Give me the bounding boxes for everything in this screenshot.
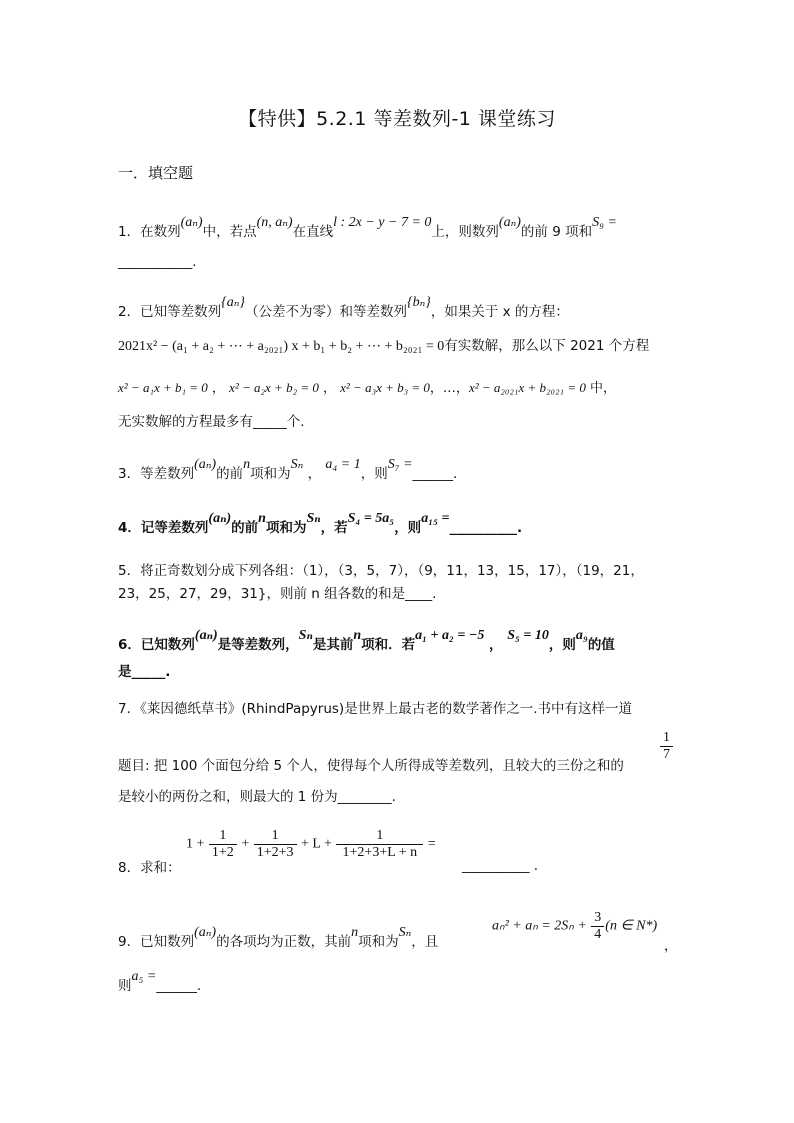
q4-text: 4．记等差数列: [118, 520, 209, 536]
q6-text: 项和．若: [361, 637, 416, 653]
q3-text: 项和为: [250, 466, 291, 482]
q4-math: Sₙ: [306, 511, 321, 526]
q1-text: 在直线: [292, 224, 334, 240]
q3-text: 的前: [216, 466, 244, 482]
q9-text: 的各项均为正数，其前: [216, 934, 352, 950]
q5-line-2: 23，25，27，29，31}，则前 n 组各数的和是____.: [118, 586, 437, 602]
q6-text: ，则: [548, 637, 576, 653]
q4-math: (aₙ): [208, 511, 232, 526]
q6-line-2: 是_____.: [118, 664, 171, 680]
q3-text: 3．等差数列: [118, 466, 195, 482]
q2-math: {bₙ}: [406, 295, 431, 310]
page-title: 【特供】5.2.1 等差数列-1 课堂练习: [238, 108, 556, 130]
q2-line-2: [118, 338, 688, 356]
q9-math: (n ∈ N*): [605, 918, 658, 934]
q1-blank: ___________.: [118, 254, 197, 270]
q6-math: a₉: [575, 628, 588, 643]
q2-eq-3: x² − a₃x + b₃ = 0: [340, 380, 430, 395]
q3-blank: ______.: [412, 466, 458, 482]
q2-line-3: x² − a₁x + b₁ = 0 ， x² − a₂x + b₂ = 0 ， x² − a₃x + b₃ = 0，…，x² − a₂₀₂₁x + b₂₀₂₁ = 0 中，: [118, 380, 617, 396]
question-2: [118, 295, 688, 322]
q1-text: 上，则数列: [431, 224, 499, 240]
q8-numerator: 1: [209, 828, 237, 845]
question-3: 3．等差数列(aₙ)的前n项和为Sₙ ， a₄ = 1，则S₇ =______.: [118, 457, 458, 482]
q8-expression: 1 + $\frac{1}{1+2}$ + $\frac{1}{1+2+3}$ + L + $\frac{1}{1+2+3+L + n}$ =: [186, 828, 436, 860]
q9-text: 9．已知数列: [118, 934, 195, 950]
q1-math: (aₙ): [180, 215, 203, 230]
q5-line-1: 5．将正奇数划分成下列各组：（1），（3，5，7），（9，11，13，15，17），（19，21，: [118, 563, 644, 579]
q4-blank: __________.: [449, 520, 523, 536]
question-4: [118, 511, 678, 538]
q7-fraction: [660, 730, 673, 763]
q8-fraction-3: [336, 828, 423, 861]
q8-numerator: 1: [336, 828, 423, 845]
q9-text: 项和为: [358, 934, 399, 950]
q1-text: 的前 9 项和: [520, 224, 593, 240]
q8-denominator: 1+2+3+L + n: [342, 845, 418, 860]
q7-line-2: 题目: 把 100 个面包分给 5 个人，使得每个人所得成等差数列，且较大的三份之和的: [118, 758, 624, 774]
q1-math: l : 2x − y − 7 = 0: [333, 215, 432, 230]
q3-text: ，则: [360, 466, 388, 482]
q7-fraction-denominator: 7: [663, 747, 670, 762]
question-9: [118, 925, 498, 952]
q8-denominator: 1+2+3: [256, 845, 294, 860]
q2-eq-1: x² − a₁x + b₁ = 0: [118, 380, 208, 395]
q9-math: a₅ =: [131, 969, 157, 984]
q8-blank: __________ .: [462, 858, 539, 874]
q9-math: (aₙ): [194, 925, 217, 940]
q7-line-3: 是较小的两份之和，则最大的 1 份为________.: [118, 789, 396, 805]
q8-label: 8．求和：: [118, 860, 181, 876]
q3-math: n: [243, 457, 251, 472]
q8-equals: =: [427, 836, 436, 852]
q6-text: 是等差数列，: [217, 637, 299, 653]
q2-line-4: 无实数解的方程最多有_____个.: [118, 414, 305, 430]
q2-eq-2: x² − a₂x + b₂ = 0: [229, 380, 319, 395]
q8-lead: 1 +: [186, 836, 205, 852]
q4-text: ，若: [320, 520, 348, 536]
q8-fraction-2: [254, 828, 297, 861]
q1-math: (n, aₙ): [256, 215, 293, 230]
q8-fraction-1: [209, 828, 237, 861]
section-heading: 一．填空题: [118, 164, 194, 182]
q6-math: a₁ + a₂ = −5: [415, 628, 485, 643]
q4-math: S₄ = 5a₅: [347, 511, 395, 526]
q9-comma: ，: [664, 938, 678, 954]
q1-text: 1．在数列: [118, 224, 181, 240]
q9-blank: ______.: [156, 978, 202, 994]
q3-math: Sₙ: [290, 457, 304, 472]
q1-math: (aₙ): [498, 215, 521, 230]
q4-text: 的前: [231, 520, 259, 536]
q6-math: S₅ = 10: [507, 628, 549, 643]
q2-text: 中，: [590, 381, 617, 396]
q6-math: n: [353, 628, 362, 643]
q4-math: n: [258, 511, 266, 526]
q6-text: 是其前: [312, 637, 354, 653]
q2-text: 有实数解，那么以下 2021 个方程: [444, 338, 650, 354]
q7-fraction-numerator: 1: [660, 730, 673, 747]
q6-math: Sₙ: [298, 628, 313, 643]
q2-dots: ，…，: [429, 381, 469, 396]
question-6: 6．已知数列(aₙ)是等差数列，Sₙ是其前n项和．若a₁ + a₂ = −5 ， S₅ = 10，则a₉的值: [118, 628, 615, 653]
q8-denominator: 1+2: [211, 845, 234, 860]
q2-math: {aₙ}: [221, 295, 245, 310]
q3-math: a₄ = 1: [325, 457, 361, 472]
q6-text: 的值: [587, 637, 615, 653]
q2-text: 2．已知等差数列: [118, 304, 222, 320]
question-1: [118, 215, 678, 242]
q2-equation: 2021x² − (a₁ + a₂ + ⋯ + a₂₀₂₁) x + b₁ + b₂ + ⋯ + b₂₀₂₁ = 0: [118, 339, 445, 354]
q9-text: ，且: [411, 934, 439, 950]
q9-numerator: 3: [591, 910, 604, 927]
q6-text: 6．已知数列: [118, 637, 195, 653]
q9-math: n: [351, 925, 359, 940]
q3-math: (aₙ): [194, 457, 217, 472]
q2-text: （公差不为零）和等差数列: [244, 304, 407, 320]
q9-line-2: [118, 969, 678, 996]
q2-text: ，如果关于 x 的方程：: [430, 304, 569, 320]
q7-line-1: 7．《莱因德纸草书》(RhindPapyrus)是世界上最古老的数学著作之一.书中有这样一道: [118, 701, 632, 717]
q6-math: (aₙ): [194, 628, 218, 643]
q4-text: 项和为: [265, 520, 307, 536]
q1-text: 中，若点: [202, 224, 257, 240]
q9-denominator: 4: [594, 927, 602, 942]
q9-fraction: [591, 910, 604, 943]
q8-numerator: 1: [254, 828, 297, 845]
q4-math: a₁₅ =: [421, 511, 450, 526]
q2-eq-4: x² − a₂₀₂₁x + b₂₀₂₁ = 0: [468, 380, 586, 395]
q1-math: S₉ =: [592, 215, 617, 230]
q8-mid: + L +: [301, 836, 332, 852]
q4-text: ，则: [394, 520, 422, 536]
q9-math: aₙ² + aₙ = 2Sₙ +: [492, 918, 587, 934]
q9-text: 则: [118, 978, 132, 994]
q9-condition: [492, 910, 657, 943]
q9-math: Sₙ: [398, 925, 412, 940]
q3-math: S₇ =: [387, 457, 413, 472]
